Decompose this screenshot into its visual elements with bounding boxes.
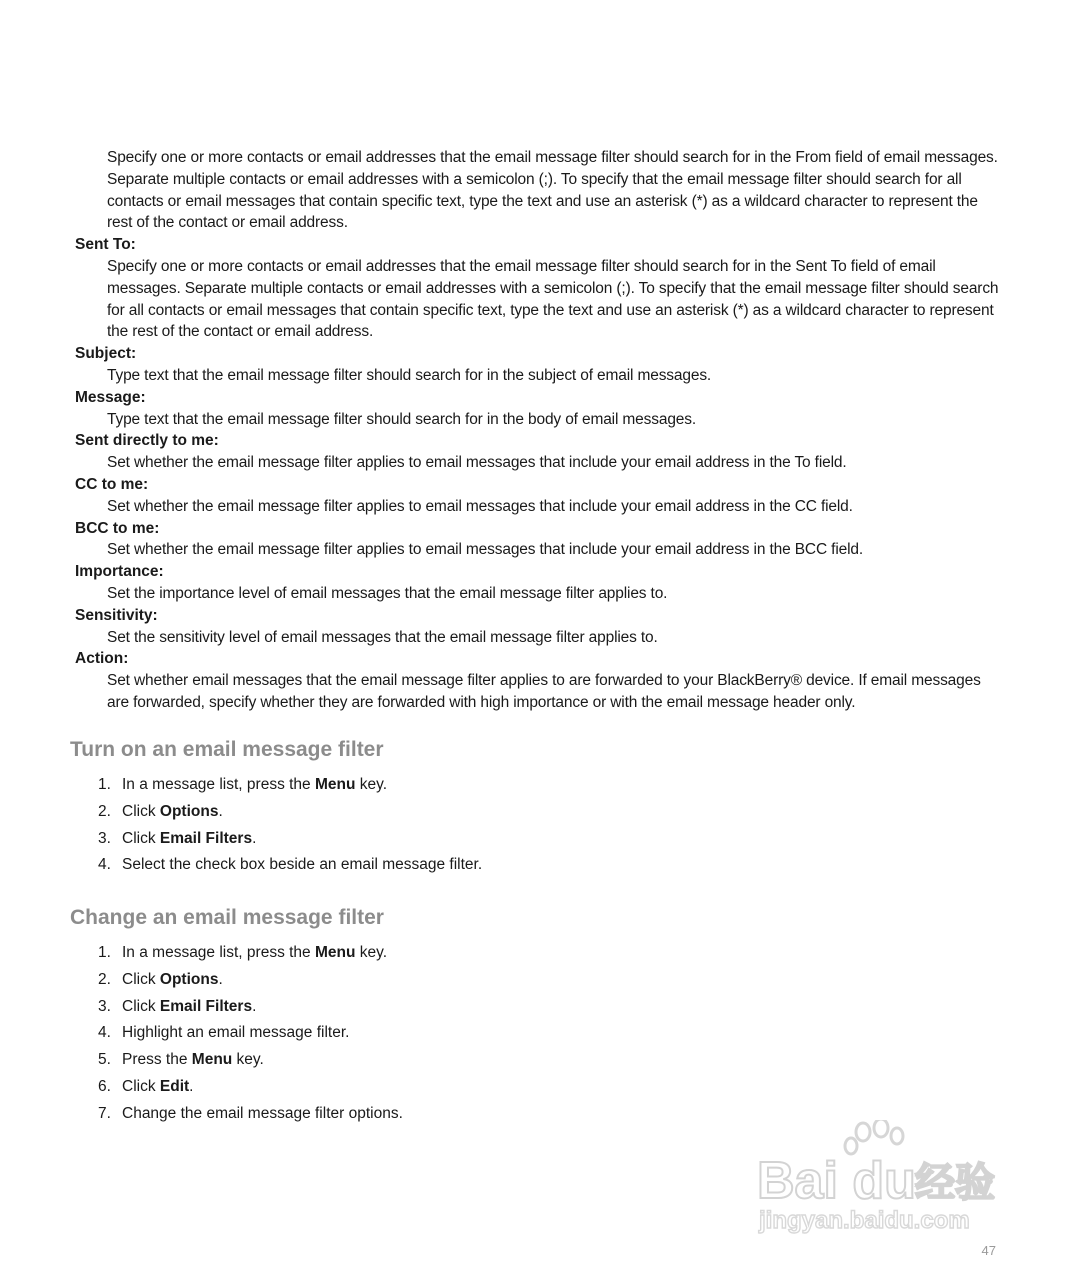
step-text-end: . (252, 829, 257, 847)
step-text-end: key. (355, 944, 388, 961)
step-key: Options (159, 970, 219, 988)
step-item (70, 1074, 970, 1101)
step-number: 3. (98, 829, 111, 847)
watermark-label: 经验 (915, 1160, 995, 1206)
definition-term-bcc: BCC to me: (75, 519, 160, 537)
step-text-end: key. (232, 1051, 264, 1069)
step-key: Email Filters (159, 997, 253, 1015)
step-number: 4. (98, 1024, 111, 1042)
step-item (70, 940, 970, 967)
definition-desc-cc: Set whether the email message filter applies to email messages that include your email address in the CC field. (107, 497, 853, 515)
step-item (70, 852, 970, 879)
step-text: Highlight an email message filter. (122, 1024, 350, 1042)
section-heading: Change an email message filter (70, 906, 384, 929)
step-item (70, 799, 970, 826)
step-text: Click (122, 829, 160, 847)
step-text: Click (122, 997, 160, 1015)
step-key: Menu (314, 776, 356, 793)
definition-term-importance: Importance: (75, 563, 164, 581)
definition-term-sent-directly: Sent directly to me: (75, 432, 219, 450)
step-item (70, 772, 970, 799)
definition-desc-from: Specify one or more contacts or email addresses that the email message filter should search for in the From field of email messages. Separate multiple contacts or email addresses with a semicolon (;). To specify that the email message filter should search for all contacts or email messages that contain specific text, type the text and use an asterisk (*) as a wildcard character to represent the rest of the contact or email address. (107, 149, 998, 232)
step-text-end: . (218, 970, 223, 988)
step-key: Edit (159, 1077, 190, 1095)
step-item (70, 994, 970, 1021)
step-number: 5. (98, 1051, 111, 1069)
step-key: Menu (191, 1051, 233, 1069)
step-item (70, 1101, 970, 1128)
definition-term-subject: Subject: (75, 345, 137, 363)
turn-on-section (70, 736, 970, 879)
step-item (70, 826, 970, 853)
step-item (70, 1020, 970, 1047)
definition-list (75, 147, 1005, 714)
step-text: Click (122, 1077, 160, 1095)
definition-desc-sent-to: Specify one or more contacts or email addresses that the email message filter should search for in the Sent To field of email messages. Separate multiple contacts or email addresses with a semicolon (;). To specify that the email message filter should search for all contacts or email messages that contain specific text, type the text and use an asterisk (*) as a wildcard character to represent the rest of the contact or email address. (107, 257, 999, 341)
step-number: 6. (98, 1077, 111, 1095)
steps-list (70, 940, 970, 1128)
step-number: 1. (98, 776, 111, 793)
watermark-brand: Bai du (757, 1152, 916, 1210)
step-number: 1. (98, 944, 111, 961)
step-text: In a message list, press the (122, 944, 315, 961)
definition-term-sent-to: Sent To: (75, 236, 136, 254)
page-number: 47 (981, 1243, 996, 1258)
step-number: 2. (98, 970, 111, 988)
step-text: Select the check box beside an email message filter. (122, 856, 483, 874)
definition-desc-importance: Set the importance level of email messages that the email message filter applies to. (107, 584, 668, 602)
definition-term-cc: CC to me: (75, 475, 149, 493)
definition-desc-action: Set whether email messages that the email message filter applies to are forwarded to your BlackBerry® device. If email messages are forwarded, specify whether they are forwarded with high importance or with the email message header only. (107, 672, 981, 711)
step-text: Change the email message filter options. (122, 1104, 403, 1122)
step-text-end: key. (355, 776, 388, 793)
definition-desc-message: Type text that the email message filter should search for in the body of email messages. (107, 410, 697, 428)
step-item (70, 967, 970, 994)
step-text: Press the (122, 1051, 192, 1069)
baidu-watermark-logo (755, 1120, 1005, 1235)
definition-term-sensitivity: Sensitivity: (75, 606, 158, 624)
definition-desc-bcc: Set whether the email message filter applies to email messages that include your email address in the BCC field. (107, 541, 863, 559)
step-key: Menu (314, 944, 356, 961)
steps-list (70, 772, 970, 879)
definition-desc-subject: Type text that the email message filter should search for in the subject of email messages. (107, 366, 712, 384)
step-text-end: . (252, 997, 257, 1015)
section-heading: Turn on an email message filter (70, 738, 384, 761)
step-key: Email Filters (159, 829, 253, 847)
definition-desc-sensitivity: Set the sensitivity level of email messages that the email message filter applies to. (107, 628, 658, 646)
definition-term-action: Action: (75, 650, 129, 668)
step-number: 3. (98, 997, 111, 1015)
step-text: In a message list, press the (122, 776, 315, 793)
change-section (70, 904, 970, 1128)
step-text-end: . (218, 802, 223, 820)
watermark-tagline: jingyan.baidu.com (759, 1207, 970, 1234)
step-number: 4. (98, 856, 111, 874)
step-number: 2. (98, 802, 111, 820)
step-key: Options (159, 802, 219, 820)
step-text: Click (122, 802, 160, 820)
step-number: 7. (98, 1104, 111, 1122)
definition-desc-sent-directly: Set whether the email message filter applies to email messages that include your email address in the To field. (107, 454, 847, 472)
step-text-end: . (189, 1077, 194, 1095)
definition-term-message: Message: (75, 388, 146, 406)
step-item (70, 1047, 970, 1074)
step-text: Click (122, 970, 160, 988)
